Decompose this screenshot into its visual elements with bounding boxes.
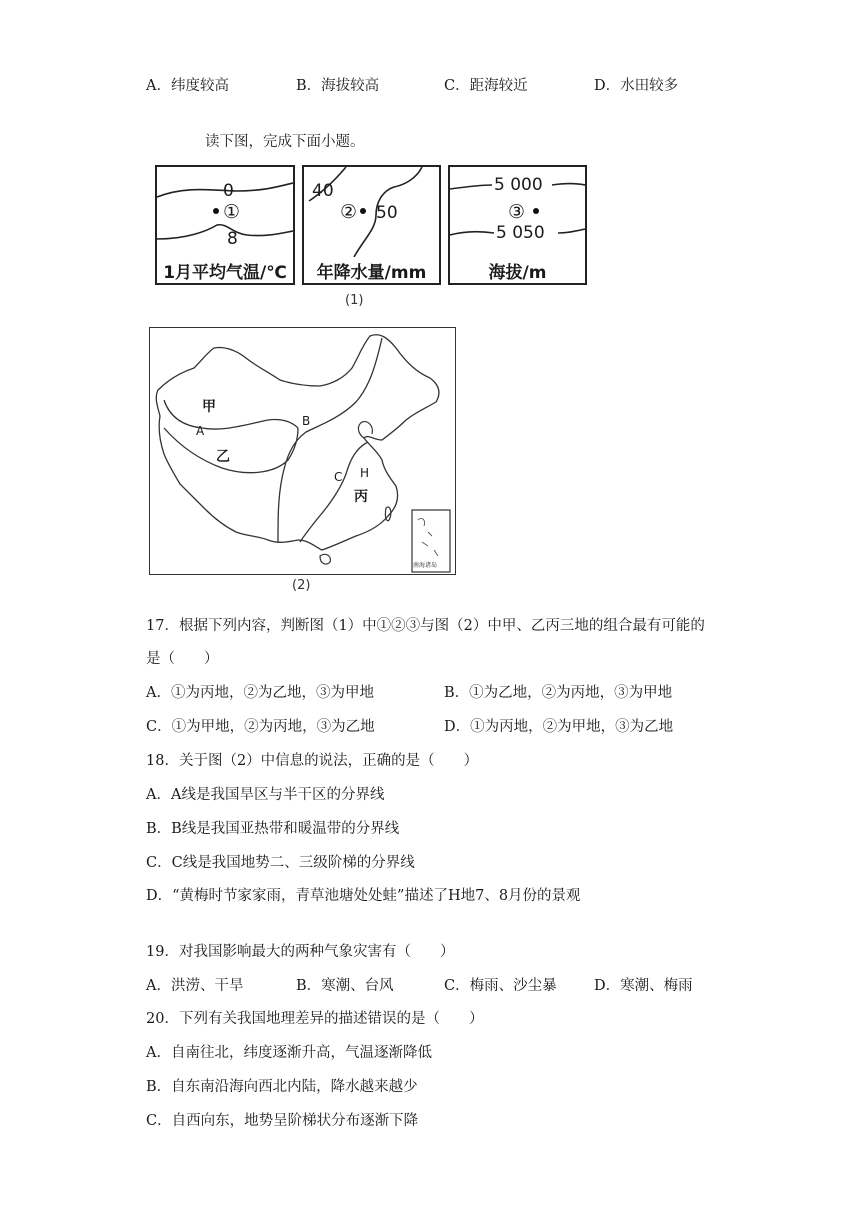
- intro-text: 读下图，完成下面小题。: [205, 134, 365, 150]
- q20-option-c: C．自西向东，地势呈阶梯状分布逐渐下降: [146, 1113, 419, 1129]
- q19-option-d: D．寒潮、梅雨: [594, 978, 693, 994]
- isoline-value-0: 0: [223, 181, 234, 201]
- label-yi: 乙: [216, 449, 230, 465]
- label-bing: 丙: [354, 489, 368, 505]
- figure-2-map: [149, 327, 456, 575]
- q19-option-b: B．寒潮、台风: [296, 978, 394, 994]
- q16-option-d: D．水田较多: [594, 78, 679, 94]
- figure-1-caption: (1): [345, 293, 364, 308]
- label-jia: 甲: [202, 399, 216, 415]
- panel-precipitation-label: 年降水量/mm: [302, 257, 441, 285]
- q16-option-a: A．纬度较高: [146, 78, 229, 94]
- point-1-label: ①: [223, 201, 241, 223]
- panel-elevation: [448, 165, 587, 259]
- q16-option-c: C．距海较近: [444, 78, 528, 94]
- panel-temperature: [155, 165, 295, 259]
- q17-option-d: D．①为丙地，②为甲地，③为乙地: [444, 719, 674, 735]
- q20-option-b: B．自东南沿海向西北内陆，降水越来越少: [146, 1079, 418, 1095]
- label-h: H: [360, 466, 370, 480]
- isoline-value-5050: 5 050: [496, 223, 545, 243]
- isoline-value-8: 8: [227, 229, 238, 249]
- panel-elevation-label: 海拔/m: [448, 257, 587, 285]
- q18-option-a: A．A线是我国旱区与半干区的分界线: [146, 787, 385, 803]
- q18-option-b: B．B线是我国亚热带和暖温带的分界线: [146, 821, 400, 837]
- q17-option-b: B．①为乙地，②为丙地，③为甲地: [444, 685, 673, 701]
- q19-stem: 19．对我国影响最大的两种气象灾害有（ ）: [146, 944, 455, 960]
- isoline-value-50: 50: [376, 203, 398, 223]
- isoline-value-5000: 5 000: [494, 175, 543, 195]
- q18-option-d: D．“黄梅时节家家雨，青草池塘处处蛙”描述了H地7、8月份的景观: [146, 888, 581, 904]
- panel-precipitation: [302, 165, 441, 259]
- panel-temperature-label: 1月平均气温/℃: [155, 257, 295, 285]
- q19-option-a: A．洪涝、干旱: [146, 978, 244, 994]
- point-3-label: ③: [508, 201, 526, 223]
- isoline-value-40: 40: [312, 181, 334, 201]
- q17-stem-line2: 是（ ）: [146, 651, 219, 667]
- q17-option-c: C．①为甲地，②为丙地，③为乙地: [146, 719, 375, 735]
- point-2-label: ②: [340, 201, 358, 223]
- label-line-b: B: [302, 414, 311, 428]
- q17-stem-line1: 17．根据下列内容，判断图（1）中①②③与图（2）中甲、乙丙三地的组合最有可能的: [146, 618, 705, 634]
- q16-option-b: B．海拔较高: [296, 78, 380, 94]
- label-inset: 南海诸岛: [413, 562, 438, 569]
- q20-stem: 20．下列有关我国地理差异的描述错误的是（ ）: [146, 1011, 484, 1027]
- q18-option-c: C．C线是我国地势二、三级阶梯的分界线: [146, 855, 415, 871]
- label-line-c: C: [334, 470, 343, 484]
- figure-2-caption: (2): [292, 578, 311, 593]
- q20-option-a: A．自南往北，纬度逐渐升高，气温逐渐降低: [146, 1045, 432, 1061]
- q19-option-c: C．梅雨、沙尘暴: [444, 978, 557, 994]
- q18-stem: 18．关于图（2）中信息的说法，正确的是（ ）: [146, 753, 479, 769]
- label-line-a: A: [196, 424, 205, 438]
- q17-option-a: A．①为丙地，②为乙地，③为甲地: [146, 685, 374, 701]
